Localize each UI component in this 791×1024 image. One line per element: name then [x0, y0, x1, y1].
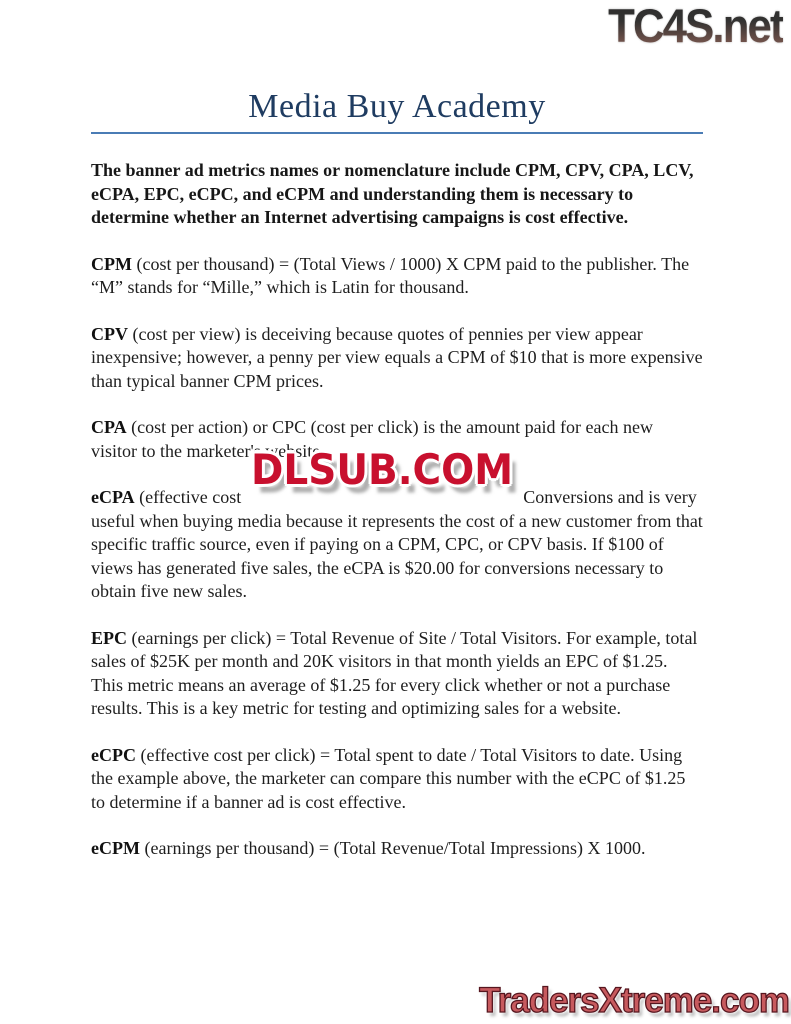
term-cpv: CPV: [91, 323, 128, 344]
term-ecpc: eCPC: [91, 744, 136, 765]
term-cpa: CPA: [91, 417, 127, 437]
paragraph-ecpc-text: (effective cost per click) = Total spent to date / Total Visitors to date. Using the example above, the marketer can compare this number with the eCPC of $1.25 to determine if a banner ad is cost effective.: [91, 744, 686, 812]
term-ecpa: eCPA: [91, 487, 135, 507]
intro-paragraph: The banner ad metrics names or nomenclature include CPM, CPV, CPA, LCV, eCPA, EPC, eCPC, and eCPM and understanding them is necessary to determine whether an Internet advertising campaigns is cost effective.: [91, 160, 694, 227]
term-ecpm: eCPM: [91, 838, 140, 858]
paragraph-cpv: [91, 323, 703, 394]
term-epc: EPC: [91, 627, 127, 648]
tradersxtreme-logo: TradersXtreme.com: [479, 981, 789, 1020]
paragraph-ecpc: [91, 744, 703, 815]
paragraph-epc-text: (earnings per click) = Total Revenue of Site / Total Visitors. For example, total sales of $25K per month and 20K visitors in that month yields an EPC of $1.25. This metric means an average of $1.25 for every click whether or not a purchase results. This is a key metric for testing and optimizing sales for a website.: [91, 627, 698, 718]
paragraph-cpm-text: (cost per thousand) = (Total Views / 1000) X CPM paid to the publisher. The “M” stands for “Mille,” which is Latin for thousand.: [91, 253, 690, 297]
title-divider: [91, 132, 703, 134]
paragraph-ecpm-text: (earnings per thousand) = (Total Revenue/Total Impressions) X 1000.: [139, 838, 646, 858]
paragraph-epc: [91, 627, 703, 721]
paragraph-cpa-text: (cost per action) or CPC (cost per click) is the amount paid for each new visitor to the marketer's website.: [91, 417, 654, 461]
paragraph-ecpm: [91, 837, 703, 861]
paragraph-ecpa: [91, 446, 703, 604]
tc4s-logo: TC4S.net: [608, 0, 783, 52]
dlsub-watermark: DLSUB.COM: [251, 446, 514, 495]
document-body: [91, 0, 703, 861]
paragraph-cpv-text: (cost per view) is deceiving because quotes of pennies per view appear inexpensive; however, a penny per view equals a CPM of $10 that is more expensive than typical banner CPM prices.: [91, 323, 703, 391]
paragraph-ecpa-text-before: (effective cost: [134, 487, 242, 507]
paragraph-cpm: [91, 253, 703, 300]
page-title: Media Buy Academy: [248, 88, 546, 125]
watermark-covered-text-gap: [241, 502, 523, 503]
paragraph-ecpa-text-after: Conversions and is very useful when buying media because it represents the cost of a new customer from that specific traffic source, even if paying on a CPM, CPC, or CPV basis. If $100 of views has generated five sales, the eCPA is $20.00 for conversions necessary to obtain five new sales.: [91, 487, 703, 601]
term-cpm: CPM: [91, 253, 132, 274]
